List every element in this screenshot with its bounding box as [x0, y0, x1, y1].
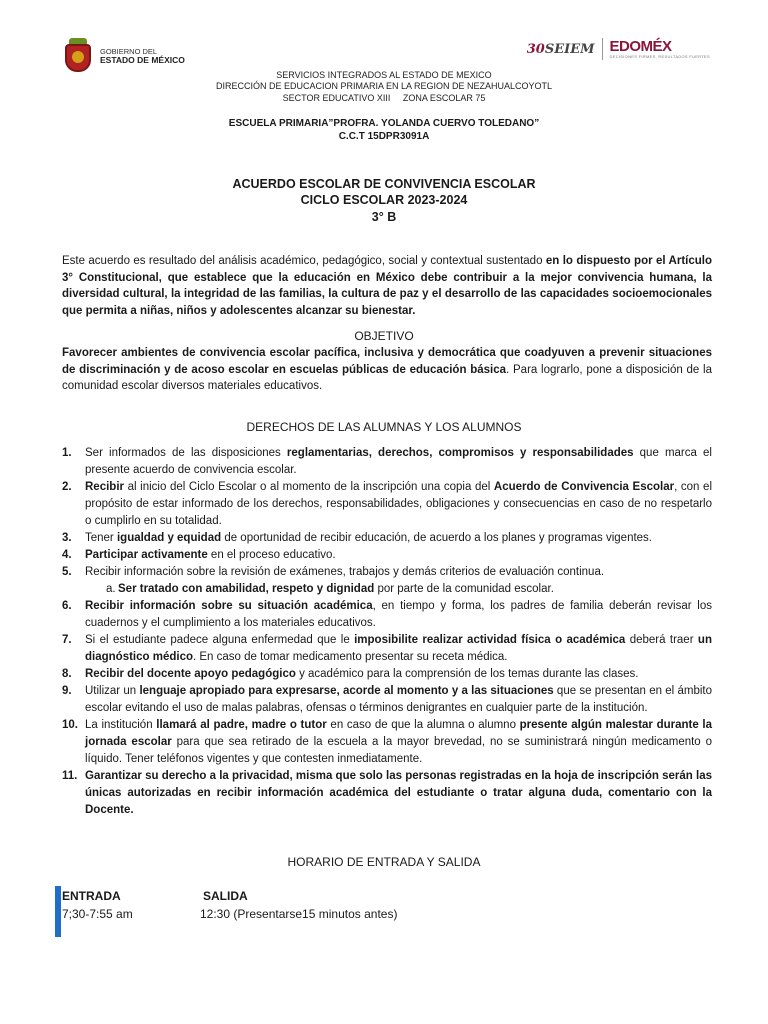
right-item	[62, 479, 712, 530]
right-text: al inicio del Ciclo Escolar o al momento de la inscripción una copia del	[124, 481, 494, 493]
right-text: La institución	[85, 719, 157, 731]
objetivo-text: . Para lograrlo, pone a disposición de la comunidad escolar diversos materiales educativos.	[62, 363, 713, 393]
right-number: 9.	[62, 685, 72, 697]
right-bold-text: igualdad y equidad	[116, 532, 222, 544]
right-number: 4.	[62, 549, 72, 561]
right-number: 6.	[62, 600, 72, 612]
intro-text: Este acuerdo es resultado del análisis académico, pedagógico, social y contextual sustentado	[62, 255, 546, 267]
right-text: Recibir información sobre la revisión de exámenes, trabajos y demás criterios de evaluación continua.	[85, 566, 605, 578]
right-text: Tener	[85, 532, 117, 544]
right-text: de oportunidad de recibir educación, de acuerdo a los planes y programas vigentes.	[221, 532, 653, 544]
right-bold-text: imposibilite realizar actividad física o académica	[354, 634, 626, 646]
right-bold-text: Recibir	[85, 481, 124, 493]
right-bold-text: Recibir del docente apoyo pedagógico	[85, 668, 296, 680]
derechos-list	[62, 445, 712, 819]
derechos-heading: DERECHOS DE LAS ALUMNAS Y LOS ALUMNOS	[246, 420, 522, 434]
objetivo-heading: OBJETIVO	[354, 329, 414, 343]
logo-divider	[602, 38, 603, 60]
intro-paragraph	[62, 253, 712, 320]
right-bold-text: Garantizar su derecho a la privacidad, misma que solo las personas registradas en la hoja de inscripción serán las únicas autorizadas en recibir información académica del estudiante o tratar alguna duda, comentario con la Docente.	[85, 770, 712, 816]
right-item	[62, 564, 712, 581]
horario-heading: HORARIO DE ENTRADA Y SALIDA	[287, 855, 481, 869]
right-number: 8.	[62, 668, 72, 680]
right-bold-text: llamará al padre, madre o tutor	[156, 719, 327, 731]
right-item	[62, 581, 712, 598]
right-item	[62, 768, 712, 819]
seiem-logo	[527, 42, 595, 57]
school-cct: C.C.T 15DPR3091A	[338, 131, 430, 142]
right-number: 7.	[62, 634, 72, 646]
right-text: Utilizar un	[85, 685, 140, 697]
seiem-edomex-logos	[527, 38, 710, 60]
right-item	[62, 717, 712, 768]
right-text: Si el estudiante padece alguna enfermedad que le	[85, 634, 355, 646]
group-label: 3° B	[371, 210, 397, 224]
state-seal-icon	[62, 38, 94, 74]
right-item	[62, 666, 712, 683]
right-bold-text: Participar activamente	[85, 549, 208, 561]
right-number: 2.	[62, 481, 72, 493]
right-text: , en tiempo y forma, los padres de familia deberán revisar los cuadernos y el cumplimiento a los materiales educativos.	[85, 600, 712, 629]
school-name: ESCUELA PRIMARIA”PROFRA. YOLANDA CUERVO TOLEDANO”	[228, 118, 540, 129]
salida-value: 12:30 (Presentarse15 minutos antes)	[200, 907, 398, 921]
right-text: Ser informados de las disposiciones	[85, 447, 287, 459]
right-text: para que sea retirado de la escuela a la mayor brevedad, no se suministrará ningún medicamento o líquido. Tener teléfonos vigentes y que contesten inmediatamente.	[85, 736, 712, 765]
seiem-text: SEIEM	[544, 41, 595, 57]
entrada-label: ENTRADA	[62, 889, 121, 903]
right-bold-text: un diagnóstico médico	[85, 634, 712, 663]
right-item	[62, 683, 712, 717]
edomex-text: EDOMÉX	[609, 38, 672, 55]
right-text: en caso de que la alumna o alumno	[326, 719, 520, 731]
right-number: 10.	[62, 719, 78, 731]
right-bold-text: Acuerdo de Convivencia Escolar	[493, 481, 675, 493]
right-number: a.	[106, 583, 116, 595]
right-text: por parte de la comunidad escolar.	[374, 583, 554, 595]
right-text: que se presentan en el ámbito escolar evitando el uso de malas palabras, ofensas o términos denigrantes en cualquier parte de la institución.	[85, 685, 712, 714]
right-text: deberá traer	[625, 634, 698, 646]
header-line-1: SERVICIOS INTEGRADOS AL ESTADO DE MEXICO	[276, 70, 492, 80]
right-bold-text: Recibir información sobre su situación académica	[85, 600, 373, 612]
right-item	[62, 445, 712, 479]
school-cycle: CICLO ESCOLAR 2023-2024	[300, 193, 468, 207]
gobierno-logo	[62, 38, 185, 74]
edomex-logo	[610, 39, 710, 59]
gobierno-line1: GOBIERNO DEL	[100, 47, 158, 56]
gobierno-line2: ESTADO DE MÉXICO	[100, 55, 185, 65]
right-number: 5.	[62, 566, 72, 578]
intro-bold-text: en lo dispuesto por el Artículo 3° Constitucional, que establece que la educación en México debe contribuir a la mejor convivencia humana, la diversidad cultural, la integridad de las familias, la cultura de paz y el desarrollo de las capacidades socioemocionales que permita a niñas, niños y adolescentes alcanzar su bienestar.	[62, 255, 712, 318]
objetivo-bold-text: Favorecer ambientes de convivencia escolar pacífica, inclusiva y democrática que coadyuven a prevenir situaciones de discriminación y de acoso escolar en escuelas públicas de educación básica	[62, 347, 712, 376]
right-number: 11.	[62, 770, 78, 782]
seiem-number: 30	[526, 41, 545, 57]
right-bold-text: lenguaje apropiado para expresarse, acorde al momento y a las situaciones	[139, 685, 554, 697]
right-text: , con el propósito de estar informado de los derechos, responsabilidades, obligaciones y consecuencias en caso de no respetarlo o cumplirlo en su totalidad.	[85, 481, 713, 527]
right-text: . En caso de tomar medicamento presentar su receta médica.	[193, 651, 508, 663]
accent-bar	[55, 886, 61, 937]
entrada-value: 7;30-7:55 am	[62, 907, 133, 921]
header-line-3: SECTOR EDUCATIVO XIII ZONA ESCOLAR 75	[282, 93, 486, 103]
right-item	[62, 530, 712, 547]
right-bold-text: presente algún malestar durante la jornada escolar	[85, 719, 712, 748]
right-text: que marca el presente acuerdo de convivencia escolar.	[85, 447, 712, 476]
right-number: 1.	[62, 447, 72, 459]
salida-label: SALIDA	[203, 889, 248, 903]
right-item	[62, 632, 712, 666]
right-number: 3.	[62, 532, 72, 544]
right-text: en el proceso educativo.	[207, 549, 336, 561]
right-item	[62, 547, 712, 564]
objetivo-paragraph	[62, 345, 712, 395]
right-text: y académico para la comprensión de los temas durante las clases.	[295, 668, 639, 680]
right-item	[62, 598, 712, 632]
right-bold-text: reglamentarias, derechos, compromisos y responsabilidades	[286, 447, 634, 459]
edomex-tagline: DECISIONES FIRMES, RESULTADOS FUERTES	[609, 54, 710, 59]
right-bold-text: Ser tratado con amabilidad, respeto y dignidad	[118, 583, 375, 595]
document-title: ACUERDO ESCOLAR DE CONVIVENCIA ESCOLAR	[232, 177, 536, 191]
header-line-2: DIRECCIÓN DE EDUCACION PRIMARIA EN LA REGION DE NEZAHUALCOYOTL	[215, 81, 553, 91]
